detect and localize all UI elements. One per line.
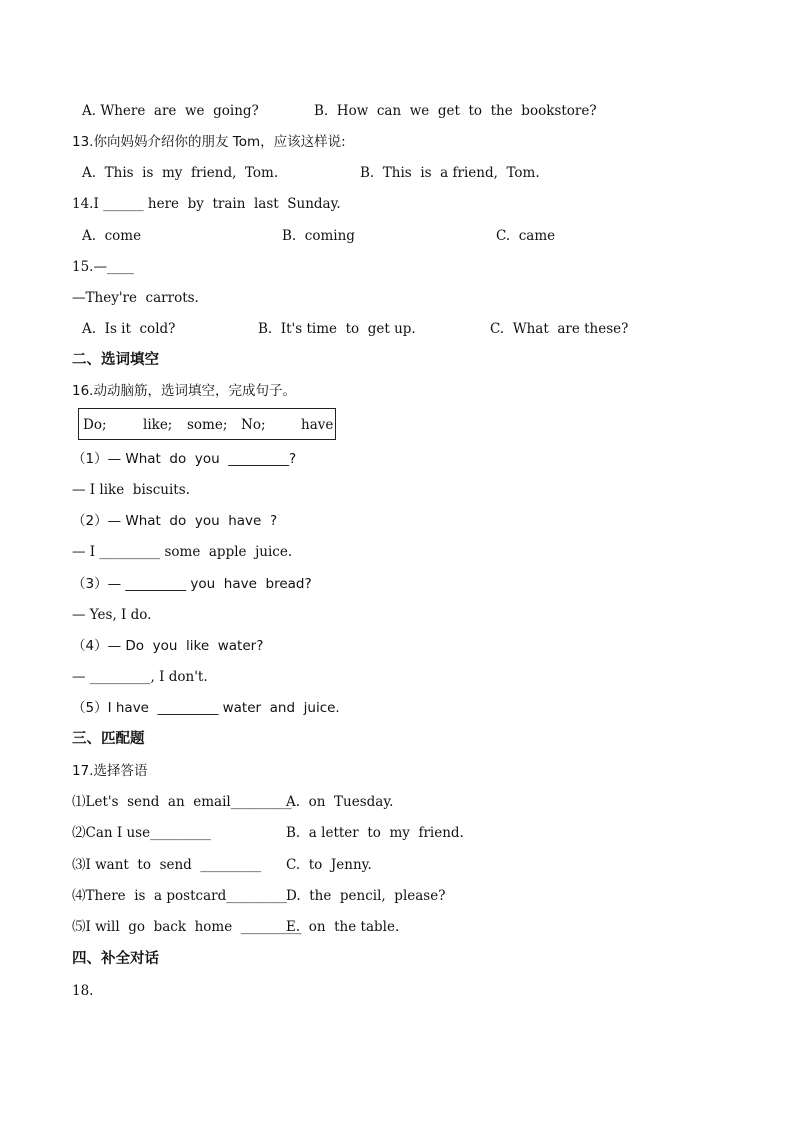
q16-item: — I _________ some apple juice. — [72, 544, 293, 560]
word-bank-item: like; — [143, 417, 173, 433]
match-right-item: B. a letter to my friend. — [286, 825, 464, 841]
word-bank-item: have — [301, 417, 334, 433]
q15-option-c: C. What are these? — [490, 321, 629, 337]
word-bank-item: some; — [187, 417, 228, 433]
q15-stem: 15.—____ — [72, 259, 134, 275]
q15-option-a: A. Is it cold? — [82, 321, 176, 337]
word-bank-item: Do; — [83, 417, 107, 433]
q16-item: — I like biscuits. — [72, 482, 190, 498]
q14-option-a: A. come — [82, 228, 142, 244]
match-right-item: A. on Tuesday. — [286, 794, 394, 810]
match-left-item: ⑷There is a postcard_________ — [72, 888, 287, 904]
q13-option-a: A. This is my friend, Tom. — [82, 165, 279, 181]
match-right-item: D. the pencil, please? — [286, 888, 446, 904]
match-left-item: ⑴Let's send an email_________ — [72, 794, 292, 810]
word-bank-item: No; — [241, 417, 266, 433]
match-left-item: ⑸I will go back home _________ — [72, 919, 302, 935]
q17-stem: 17.选择答语 — [72, 763, 148, 779]
q18-stem: 18. — [72, 983, 94, 999]
section-4-title: 四、补全对话 — [72, 951, 159, 967]
section-3-title: 三、匹配题 — [72, 731, 145, 747]
q16-item: — Yes, I do. — [72, 607, 152, 623]
q16-item: （3）— _________ you have bread? — [72, 576, 312, 592]
match-left-item: ⑵Can I use_________ — [72, 825, 211, 841]
q16-item: — _________, I don't. — [72, 669, 208, 685]
q14-option-c: C. came — [496, 228, 556, 244]
q16-item: （5）I have _________ water and juice. — [72, 700, 340, 716]
q16-item: （1）— What do you _________? — [72, 451, 297, 467]
q13-option-b: B. This is a friend, Tom. — [360, 165, 540, 181]
match-left-item: ⑶I want to send _________ — [72, 857, 262, 873]
word-bank-box — [78, 408, 336, 440]
match-right-item: E. on the table. — [286, 919, 400, 935]
q13-stem: 13.你向妈妈介绍你的朋友 Tom，应该这样说: — [72, 134, 346, 150]
q16-item: （2）— What do you have ? — [72, 513, 278, 529]
q15-answer: —They're carrots. — [72, 290, 199, 306]
q14-option-b: B. coming — [282, 228, 355, 244]
match-right-item: C. to Jenny. — [286, 857, 372, 873]
q15-option-b: B. It's time to get up. — [258, 321, 416, 337]
q14-stem: 14.I ______ here by train last Sunday. — [72, 196, 341, 212]
q16-item: （4）— Do you like water? — [72, 638, 264, 654]
q16-stem: 16.动动脑筋，选词填空，完成句子。 — [72, 383, 296, 399]
section-2-title: 二、选词填空 — [72, 352, 159, 368]
q12-option-b: B. How can we get to the bookstore? — [314, 103, 597, 119]
q12-option-a: A. Where are we going? — [82, 103, 259, 119]
